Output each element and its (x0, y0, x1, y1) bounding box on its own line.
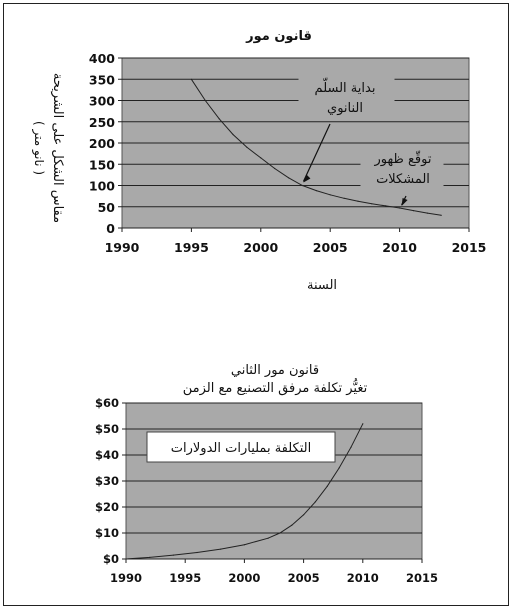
y-tick-label: $10 (94, 526, 119, 540)
chart-1 (31, 29, 486, 293)
data-point (303, 514, 304, 515)
data-point (220, 549, 221, 550)
x-tick-label: 2005 (312, 240, 348, 255)
x-tick-label: 2015 (405, 571, 439, 585)
data-point (441, 215, 442, 216)
data-point (330, 194, 331, 195)
data-point (279, 532, 280, 533)
data-point (350, 447, 351, 448)
annotation-text: النانوي (327, 101, 363, 116)
data-point (268, 538, 269, 539)
x-tick-label: 1995 (174, 240, 209, 255)
y-tick-label: 0 (106, 221, 115, 236)
chart-subtitle: تغيُّر تكلفة مرفق التصنيع مع الزمن (182, 381, 368, 396)
data-point (316, 190, 317, 191)
x-axis-label: السنة (306, 278, 338, 293)
y-tick-label: $40 (94, 448, 119, 462)
x-tick-label: 2000 (243, 240, 279, 255)
data-point (399, 207, 400, 208)
data-point (371, 203, 372, 204)
data-point (125, 558, 126, 559)
annotation-text: بداية السلّم (314, 81, 376, 96)
data-point (302, 185, 303, 186)
data-point (244, 544, 245, 545)
chart-2 (95, 363, 438, 585)
x-tick-label: 2010 (382, 240, 417, 255)
y-tick-label: $20 (94, 500, 119, 514)
data-point (339, 467, 340, 468)
data-point (219, 118, 220, 119)
data-point (149, 557, 150, 558)
y-tick-label: 150 (88, 157, 115, 173)
x-tick-label: 2005 (287, 571, 320, 585)
y-tick-label: $50 (94, 422, 119, 436)
chart-title: قانون مور (246, 29, 312, 44)
data-point (427, 213, 428, 214)
x-tick-label: 1990 (104, 240, 140, 255)
y-tick-label: 50 (97, 199, 115, 215)
data-point (274, 168, 275, 169)
y-axis-unit: ( نانو متر ) (32, 120, 46, 176)
y-tick-label: 100 (88, 178, 115, 194)
x-tick-label: 1990 (109, 571, 143, 585)
x-tick-label: 2010 (346, 571, 379, 585)
y-tick-label: 350 (88, 72, 115, 88)
y-tick-label: 250 (88, 114, 115, 130)
data-point (246, 147, 247, 148)
annotation-text: المشكلات (376, 172, 430, 187)
data-point (357, 201, 358, 202)
data-point (232, 134, 233, 135)
data-point (413, 210, 414, 211)
data-point (344, 198, 345, 199)
data-point (315, 501, 316, 502)
data-point (288, 177, 289, 178)
data-point (260, 157, 261, 158)
data-point (196, 552, 197, 553)
y-tick-label: $60 (94, 396, 119, 410)
data-point (291, 525, 292, 526)
y-axis-label: مقاس الشكل على الشريحة (50, 72, 65, 224)
data-point (385, 205, 386, 206)
y-tick-label: $30 (94, 474, 119, 488)
x-tick-label: 2015 (451, 240, 487, 255)
data-point (191, 79, 192, 80)
y-tick-label: 300 (88, 93, 115, 109)
y-tick-label: 200 (88, 136, 115, 151)
x-tick-label: 1995 (169, 571, 202, 585)
data-point (362, 423, 363, 424)
data-point (173, 555, 174, 556)
y-tick-label: $0 (102, 552, 119, 566)
chart-title: قانون مور الثاني (230, 363, 320, 378)
y-tick-label: 400 (88, 51, 115, 66)
x-tick-label: 2000 (228, 571, 261, 585)
annotation-text: توقّع ظهور (374, 152, 432, 167)
legend-label: التكلفة بمليارات الدولارات (170, 441, 312, 456)
data-point (205, 100, 206, 101)
data-point (327, 486, 328, 487)
